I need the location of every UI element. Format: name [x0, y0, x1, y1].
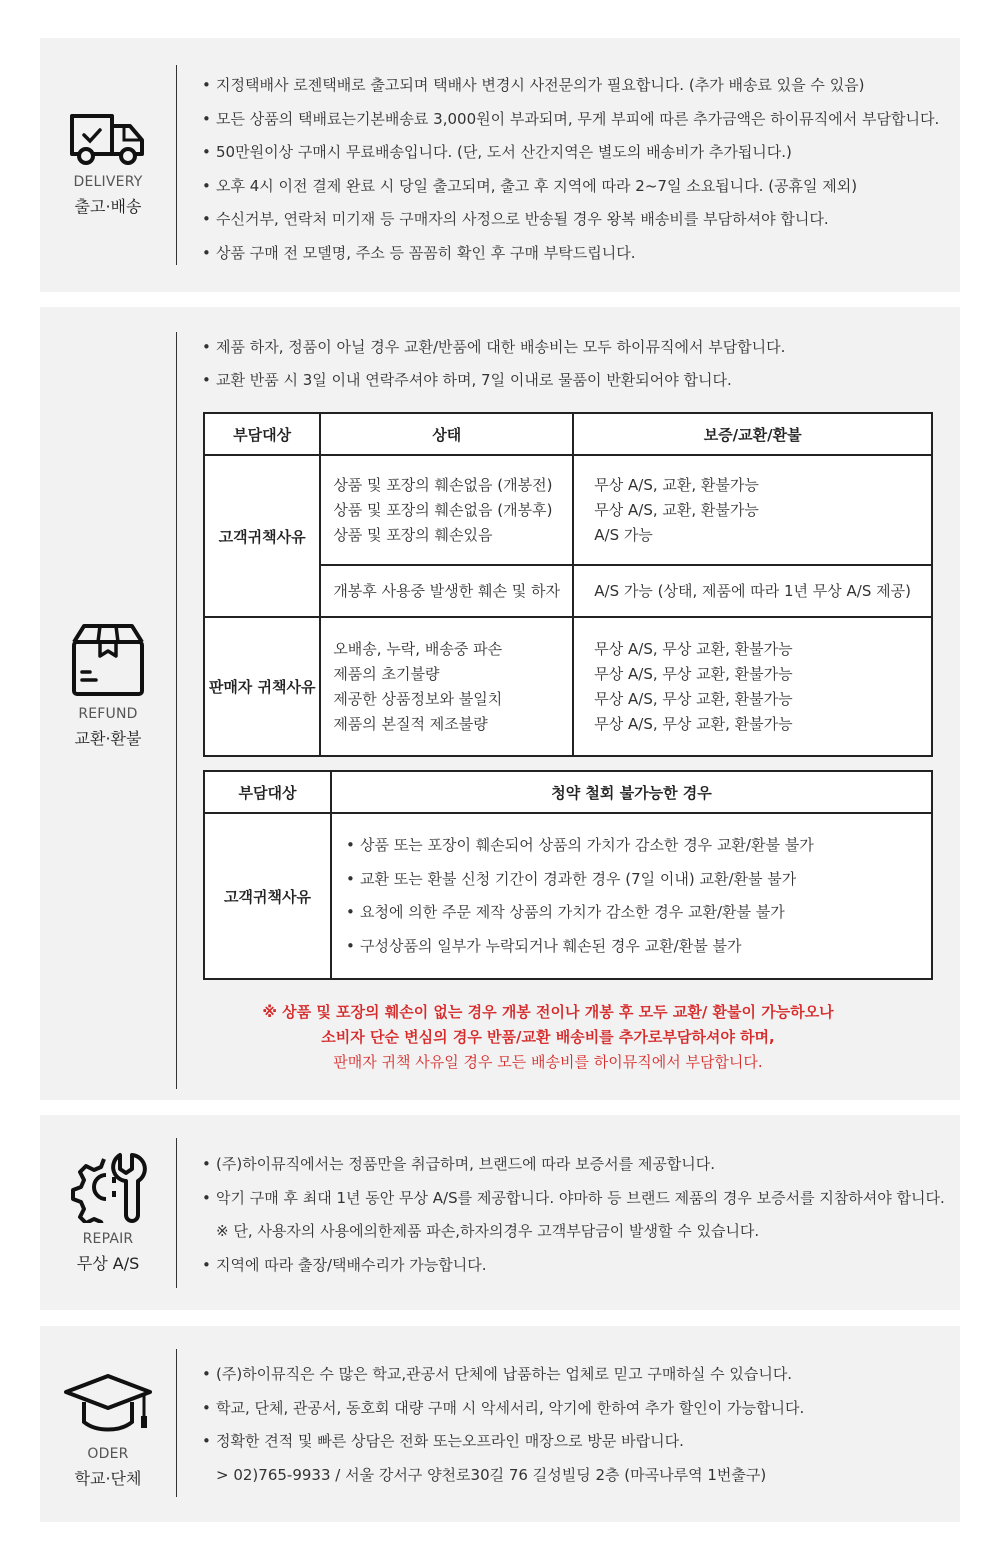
table-cell	[320, 617, 573, 756]
order-title-en: ODER	[87, 1446, 129, 1462]
refund-title-ko: 교환·환불	[74, 729, 142, 748]
table-cell	[320, 565, 573, 617]
notice-line: 판매자 귀책 사유일 경우 모든 배송비를 하이뮤직에서 부담합니다.	[333, 1053, 763, 1071]
divider	[176, 332, 177, 1089]
list-item: • 교환 또는 환불 신청 기간이 경과한 경우 (7일 이내) 교환/환불 불가	[346, 863, 931, 897]
refund-list	[202, 331, 785, 397]
list-item: • 요청에 의한 주문 제작 상품의 가치가 감소한 경우 교환/환불 불가	[346, 896, 931, 930]
table-cell	[573, 455, 932, 565]
list-item: • (주)하이뮤직은 수 많은 학교,관공서 단체에 납품하는 업체로 믿고 구매하실 수 있습니다.	[202, 1358, 804, 1392]
order-heading	[40, 1372, 176, 1489]
gear-wrench-icon	[68, 1149, 148, 1223]
result-line: 무상 A/S, 무상 교환, 환불가능	[594, 714, 793, 733]
result-line: 무상 A/S, 무상 교환, 환불가능	[594, 689, 793, 708]
list-item: • 학교, 단체, 관공서, 동호회 대량 구매 시 악세서리, 악기에 한하여 추가 할인이 가능합니다.	[202, 1392, 804, 1426]
order-title-ko: 학교·단체	[74, 1469, 142, 1488]
repair-title-ko: 무상 A/S	[76, 1254, 140, 1273]
list-item: • 지정택배사 로젠택배로 출고되며 택배사 변경시 사전문의가 필요합니다. (추가 배송료 있을 수 있음)	[202, 69, 939, 103]
result-line: 무상 A/S, 교환, 환불가능	[594, 475, 759, 494]
table-header: 상태	[320, 413, 573, 455]
delivery-heading	[40, 110, 176, 217]
refund-panel	[40, 307, 960, 1100]
list-item: • 상품 구매 전 모델명, 주소 등 꼼꼼히 확인 후 구매 부탁드립니다.	[202, 237, 939, 271]
status-line: 제품의 본질적 제조불량	[333, 714, 488, 733]
status-line: 상품 및 포장의 훼손없음 (개봉후)	[333, 500, 553, 519]
table-cell	[573, 565, 932, 617]
table-header: 청약 철회 불가능한 경우	[331, 771, 932, 813]
list-item: • 정확한 견적 및 빠른 상담은 전화 또는오프라인 매장으로 방문 바랍니다.	[202, 1425, 804, 1459]
table-header: 보증/교환/환불	[573, 413, 932, 455]
repair-heading	[40, 1149, 176, 1274]
result-line: 무상 A/S, 무상 교환, 환불가능	[594, 639, 793, 658]
divider	[176, 65, 177, 265]
status-line: 제공한 상품정보와 불일치	[333, 689, 503, 708]
delivery-title-ko: 출고·배송	[74, 197, 142, 216]
list-item: • (주)하이뮤직에서는 정품만을 취급하며, 브랜드에 따라 보증서를 제공합니다.	[202, 1148, 945, 1182]
order-list	[202, 1358, 804, 1492]
customer-fault-label: 고객귀책사유	[204, 455, 320, 617]
customer-fault-label: 고객귀책사유	[204, 813, 331, 979]
status-line: 상품 및 포장의 훼손있음	[333, 525, 493, 544]
delivery-title-en: DELIVERY	[73, 174, 143, 190]
table-header: 부담대상	[204, 413, 320, 455]
list-item: • 구성상품의 일부가 누락되거나 훼손된 경우 교환/환불 불가	[346, 930, 931, 964]
list-item: • 수신거부, 연락처 미기재 등 구매자의 사정으로 반송될 경우 왕복 배송비를 부담하셔야 합니다.	[202, 203, 939, 237]
withdrawal-table	[203, 770, 933, 980]
refund-heading	[40, 622, 176, 749]
table-cell	[573, 617, 932, 756]
contact-info: > 02)765-9933 / 서울 강서구 양천로30길 76 길성빌딩 2층 (마곡나루역 1번출구)	[216, 1465, 767, 1484]
order-panel	[40, 1326, 960, 1522]
notice-line: 소비자 단순 변심의 경우 반품/교환 배송비를 추가로부담하셔야 하며,	[321, 1028, 775, 1046]
result-line: A/S 가능	[594, 525, 653, 544]
exception-list	[332, 829, 931, 963]
repair-list	[202, 1148, 945, 1282]
list-item: • 오후 4시 이전 결제 완료 시 당일 출고되며, 출고 후 지역에 따라 2~7일 소요됩니다. (공휴일 제외)	[202, 170, 939, 204]
list-item: • 제품 하자, 정품이 아닐 경우 교환/반품에 대한 배송비는 모두 하이뮤직에서 부담합니다.	[202, 331, 785, 364]
status-line: 오배송, 누락, 배송중 파손	[333, 639, 503, 658]
repair-title-en: REPAIR	[82, 1231, 134, 1247]
graduation-cap-icon	[62, 1372, 154, 1438]
list-item: • 악기 구매 후 최대 1년 동안 무상 A/S를 제공합니다. 야마하 등 브랜드 제품의 경우 보증서를 지참하셔야 합니다.	[202, 1182, 945, 1216]
result-line: A/S 가능 (상태, 제품에 따라 1년 무상 A/S 제공)	[594, 581, 911, 600]
box-icon	[70, 622, 146, 698]
table-cell	[331, 813, 932, 979]
delivery-list	[202, 69, 939, 271]
result-line: 무상 A/S, 교환, 환불가능	[594, 500, 759, 519]
warranty-table	[203, 412, 933, 757]
divider	[176, 1138, 177, 1288]
repair-panel	[40, 1115, 960, 1310]
refund-notice	[40, 1000, 1000, 1075]
list-item: • 상품 또는 포장이 훼손되어 상품의 가치가 감소한 경우 교환/환불 불가	[346, 829, 931, 863]
status-line: 제품의 초기불량	[333, 664, 440, 683]
table-header: 부담대상	[204, 771, 331, 813]
list-item: • 지역에 따라 출장/택배수리가 가능합니다.	[202, 1249, 945, 1283]
repair-note: ※ 단, 사용자의 사용에의한제품 파손,하자의경우 고객부담금이 발생할 수 있습니다.	[216, 1222, 760, 1240]
notice-line: ※ 상품 및 포장의 훼손이 없는 경우 개봉 전이나 개봉 후 모두 교환/ 환불이 가능하오나	[262, 1003, 834, 1021]
list-item: • 교환 반품 시 3일 이내 연락주셔야 하며, 7일 이내로 물품이 반환되어야 합니다.	[202, 364, 785, 397]
list-item: • 모든 상품의 택배료는기본배송료 3,000원이 부과되며, 무게 부피에 따른 추가금액은 하이뮤직에서 부담합니다.	[202, 103, 939, 137]
table-cell	[320, 455, 573, 565]
delivery-panel	[40, 38, 960, 292]
refund-title-en: REFUND	[78, 706, 138, 722]
result-line: 무상 A/S, 무상 교환, 환불가능	[594, 664, 793, 683]
divider	[176, 1349, 177, 1497]
truck-icon	[68, 110, 148, 166]
status-line: 개봉후 사용중 발생한 훼손 및 하자	[333, 581, 561, 600]
seller-fault-label: 판매자 귀책사유	[204, 617, 320, 756]
list-item: • 50만원이상 구매시 무료배송입니다. (단, 도서 산간지역은 별도의 배송비가 추가됩니다.)	[202, 136, 939, 170]
status-line: 상품 및 포장의 훼손없음 (개봉전)	[333, 475, 553, 494]
